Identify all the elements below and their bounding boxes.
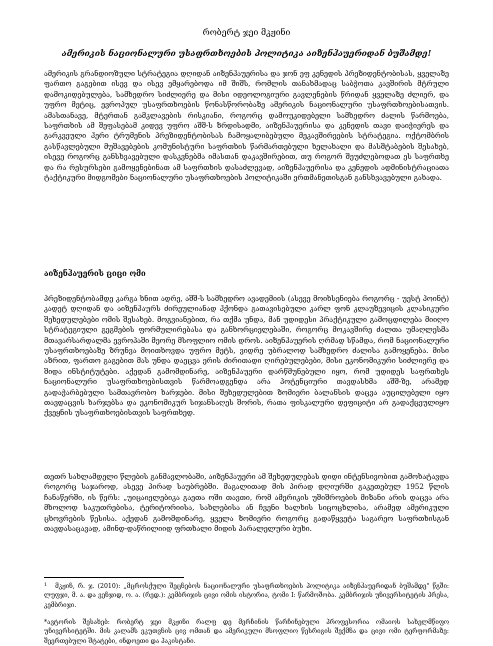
- article-title: ამერიკის ნაციონალური უსაფრთხოების პოლიტიკა აიზენჰაუერიდან ბუშამდე!: [61, 48, 432, 58]
- footnote: [44, 582, 449, 610]
- body-paragraph: ამერიკის გრანდიოზული სტრატეგია დღიდან აიზენჰაუერისა და ჯონ ეფ კენედის პრეზიდენტობისას, ყველაზე ფართო გაგებით ისევ და ისევ ემყარებოდა იმ შიშს, რომლის თანახმადაც საბჭოთა კავშირის მტრული დამოკიდებულება, სამხედრო სიძლიერე და მისი იდეოლოგიური გავლენების წრიდან ყველაზე ძლიერ, და უფრო მეტიც, ევროპულ უსაფრთხოების წონასწორობაზე ამერიკის ნაციონალური უსაფრთხოებისათვის. ამასთანავე, მტერთან გამკლავების რისკიანი, როგორც დამოუკიდებელი სამხედრო ძალის წარმოება, საფრთხის ამ შეფასებამ კიდევ უფრო აშშ-ს ზრდისადმი, აიზენჰაუერისა და კენედის თავი დაიჭიერეს და გარკვეული ჰერი ტრუმენის პრეზიდენტობისას ჩამოყალიბებული მეკავშირეების სტრატეგია. ოქტომბრის გასწავლებული მუშავებების კომუნისტური საფრთხის წარმართებული ხელახალი და მასშტაბების შესახებ, ისევე როგორც განსხვავებული დასკვნებმა იმასთან დაკავშირებით, თუ როგორ შეუძლებოდათ ეს საფრთხე და რა რესურსები გამოყენებინათ ამ საფრთხის დასაძლევად, აიზენჰაუერისა და კენედის ადმინისტრაციათა ტაქტიკური მიდგომები ნაციონალური უსაფრთხოების პოლიტიკაში ერთმანეთისგან განსხვავებული გახადა.: [44, 69, 449, 183]
- footnote-text: მკჟინ, რ. ჯ. (2010): „მცროსქული შეცნებოს ნაციონალური უსაფრთხოების პოლიტიკა აიზენჰაუერიდან ბუშამდე" წგში: ლუფჯი, მ. ა. და ვენჯიდ, ო. ა. (რედ.): კემბრიჯის ცივი ომის ისტორია, ტომი I: წარმოშობა. კემბრიჯის უნივერსიტეტის პრესა, კემბრიჯი.: [44, 583, 449, 609]
- body-paragraph: თეთრ სახლამდელი წლების განმავლობაში, აიზენჰაუერი ამ შეხედულებას დიდი ინტენსივობით გამოხატავდა როგორც საჯაროდ, ასევე პირად საუბრებში. მაგალითად მის პირად დღიურში გაკეთებულ 1952 წლის ჩანაწერში, ის წერს: „უიცაიელებიკა გაეთა ოში თავთი, რომ ამერიკის უშიშროების მიზანი არის დაცვა არა მხოლოდ საკუთრებისა, ტერიტორიისა, სახლებისა ან ჩვენი ხალხის სიცოცხლისა, არამედ ამერიკული ცხოვრების წესისა. აქედან გამომდინარე, ყველა ზომიერი როგორც გადაწყვეტა საგარეო საფრთხისგან თავდასაცავად, ამინდ-დაწრილიიდ ფრთხალი მიდის პარალელური ბუხი.: [44, 472, 449, 534]
- footnote-marker: 1: [44, 583, 48, 588]
- section-heading: აიზენჰაუერის ციცი ომი: [44, 269, 146, 278]
- body-paragraph: პრეზიდენტობამდე კარგა ხნით ადრე, აშშ-ს სამხედრო ავადემიის (ასევე მოიხსენიება როგორც - უესტ პოინტ) კადეტ დღიდან და აიზენჰაურს ძირეულიანად ჰქონდა გათავისებული კარლ ფონ კლაუზევიცის კლასიკური შეხედულებები ომის შესახებ. მოგვიანებით, რა თქმა უნდა, მან უდიდესი პრაქტიკული გამოცდილება მიიღო სტრატეგიული გეგმების ფორმულირებასა და განხორციელებაში, როგორც მოკავშირე ძალთა უმაღლესმა მთავარსარდალმა ევროპაში მეორე მსოფლიო ომის დროს. აიზენჰაუერის ღრმად სწამდა, რომ ნაციონალური უსაფრთხოებაზე ზრუნვა მოითხოვდა უფრო მეტს, ვიდრე უბრალოდ სამხედრო ძალისა გამოყენება. მისი აზრით, ფართო გაგებით მას უნდა დაეცვა ერის ძირითადი ღირებულებები, მისი ეკონომიკური სიძლიერე და შიდა ინსტიტუტები. აქედან გამომდინარე, აიზენჰაუერი დარწმუნებული იყო, რომ უდიდეს საფრთხეს ნაციონალური უსაფრთხოებისთვის წარმოადგენდა არა პოტენციური თავდასხმა აშშ-ზე, არამედ გადაჭარბებული სამთავრობო ხარჯები. მისი შეხედულებით ზომიერი ბალანსის დაცვა აუცილებელი იყო თავდაცვის ხარჯებსა და ეკონომიკურ სიჯანსაღეს შორის, რათა ფისკალური დეფიციტი არ გადაქცეულიყო ქვეყნის უსაფრთხოებისთვის საფრთხედ.: [44, 294, 449, 418]
- author-note: *ავტორის შესახებ: რობერტ ჯეი მკჟინი რალფ დე მერჩინის წარჩინებული პროფესორია ომაიოს სახელმწიფო უნივერსიტეტში. მის კალამს ეკუთვნის ცივ ომთან და ამერიკული მსოფლიო წესრიგის შექმნა და ცივი ომი ტერფორმაზე: შეერთებული შტატები, ინდოეთი და პაკისტანი.: [44, 619, 449, 645]
- footnote-divider: [44, 577, 184, 578]
- author-name: რობერტ ჯეი მკჟინი: [202, 28, 291, 38]
